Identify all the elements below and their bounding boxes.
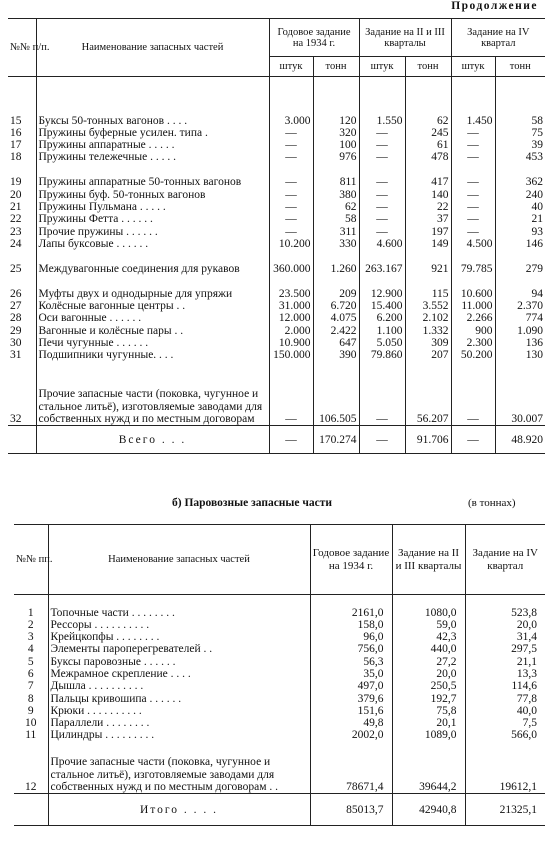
table-row bbox=[14, 705, 545, 717]
year-t: 320 bbox=[313, 127, 359, 139]
q4-t: 21 bbox=[495, 213, 545, 225]
table-row bbox=[8, 300, 545, 312]
row-number: 1 bbox=[27, 606, 34, 619]
part-name: Рессоры . . . . . . . . . . bbox=[48, 619, 310, 631]
part-name: Пружины Пульмана . . . . . bbox=[36, 201, 269, 213]
q4-t: 523,8 bbox=[465, 607, 545, 619]
header-name: Наименование запасных частей bbox=[48, 525, 310, 595]
year-t: 209 bbox=[313, 275, 359, 300]
year-pcs: — bbox=[269, 189, 313, 201]
year-pcs: — bbox=[269, 127, 313, 139]
q4-t: 20,0 bbox=[465, 619, 545, 631]
header-num: №№ пп. bbox=[14, 525, 48, 595]
year-pcs: 31.000 bbox=[269, 300, 313, 312]
q4-t: 2.370 bbox=[495, 300, 545, 312]
row-number: 5 bbox=[27, 655, 34, 668]
total-label: Всего . . . bbox=[36, 426, 269, 454]
q4-pcs: — bbox=[451, 201, 495, 213]
q4-pcs: — bbox=[451, 139, 495, 151]
part-name: Пружины аппаратные 50-тонных вагонов bbox=[36, 164, 269, 189]
table-row bbox=[14, 729, 545, 741]
q4-t: 146 bbox=[495, 238, 545, 250]
header-num: №№ п/п. bbox=[8, 19, 36, 77]
row-number: 29 bbox=[10, 324, 22, 337]
header-name: Наименование запасных частей bbox=[36, 19, 269, 77]
total-c: 21325,1 bbox=[465, 794, 545, 826]
q4-pcs: 2.300 bbox=[451, 337, 495, 349]
year-pcs: 3.000 bbox=[269, 115, 313, 127]
row-number: 8 bbox=[27, 692, 34, 705]
table-row bbox=[8, 115, 545, 127]
q4-t: 58 bbox=[495, 115, 545, 127]
q4-t: 75 bbox=[495, 127, 545, 139]
part-name: Буксы 50-тонных вагонов . . . . bbox=[36, 115, 269, 127]
q23-t: 149 bbox=[405, 238, 451, 250]
part-name: Оси вагонные . . . . . . bbox=[36, 312, 269, 324]
table-row bbox=[8, 349, 545, 361]
year-pcs: — bbox=[269, 226, 313, 238]
q4-pcs: 900 bbox=[451, 325, 495, 337]
q23-pcs: 15.400 bbox=[359, 300, 405, 312]
q4-t: 40,0 bbox=[465, 705, 545, 717]
total-d: 91.706 bbox=[405, 426, 451, 454]
row-number: 24 bbox=[10, 237, 22, 250]
part-name: Колёсные вагонные центры . . bbox=[36, 300, 269, 312]
row-number: 22 bbox=[10, 213, 22, 226]
table-row bbox=[8, 337, 545, 349]
q4-t: 453 bbox=[495, 151, 545, 163]
q23-pcs: — bbox=[359, 226, 405, 238]
part-name: Пружины буф. 50-тонных вагонов bbox=[36, 189, 269, 201]
table-row bbox=[8, 275, 545, 300]
part-name: Лапы буксовые . . . . . . bbox=[36, 238, 269, 250]
q23-t: 20,0 bbox=[392, 668, 465, 680]
part-name: Крюки . . . . . . . . . . bbox=[48, 705, 310, 717]
table-row bbox=[14, 668, 545, 680]
part-name: Крейцкопфы . . . . . . . . bbox=[48, 631, 310, 643]
row-number: 27 bbox=[10, 300, 22, 313]
table-row bbox=[14, 717, 545, 729]
row-number: 10 bbox=[25, 717, 37, 730]
table-row bbox=[8, 325, 545, 337]
q23-t: 22 bbox=[405, 201, 451, 213]
q4-pcs: 79.785 bbox=[451, 250, 495, 275]
q4-t: 774 bbox=[495, 312, 545, 324]
unit-pcs: штук bbox=[451, 57, 495, 77]
row-number: 15 bbox=[10, 114, 22, 127]
q23-pcs: — bbox=[359, 362, 405, 426]
section-b-title: б) Паровозные запасные части bbox=[172, 497, 332, 509]
q23-t: 62 bbox=[405, 115, 451, 127]
q23-pcs: — bbox=[359, 164, 405, 189]
row-number: 20 bbox=[10, 188, 22, 201]
year-t: 976 bbox=[313, 151, 359, 163]
row-number: 6 bbox=[27, 667, 34, 680]
q23-t: 75,8 bbox=[392, 705, 465, 717]
q23-pcs: 4.600 bbox=[359, 238, 405, 250]
q23-pcs: — bbox=[359, 139, 405, 151]
table-row bbox=[8, 226, 545, 238]
total-e: — bbox=[451, 426, 495, 454]
year-t: 2.422 bbox=[313, 325, 359, 337]
q23-t: 27,2 bbox=[392, 656, 465, 668]
year-pcs: 360.000 bbox=[269, 250, 313, 275]
row-number: 9 bbox=[27, 704, 34, 717]
q23-pcs: 79.860 bbox=[359, 349, 405, 361]
header-q4: Задание на IV квартал bbox=[451, 19, 545, 57]
table-row bbox=[8, 213, 545, 225]
row-number: 11 bbox=[25, 729, 37, 742]
year-t: 2161,0 bbox=[310, 607, 392, 619]
row-number: 4 bbox=[27, 643, 34, 656]
q23-pcs: 1.100 bbox=[359, 325, 405, 337]
total-b: 170.274 bbox=[313, 426, 359, 454]
q23-t: 3.552 bbox=[405, 300, 451, 312]
row-number: 12 bbox=[25, 780, 37, 793]
year-t: 158,0 bbox=[310, 619, 392, 631]
total-a: 85013,7 bbox=[310, 794, 392, 826]
q23-t: 478 bbox=[405, 151, 451, 163]
q4-t: 297,5 bbox=[465, 643, 545, 655]
part-name: Элементы пароперегревателей . . bbox=[48, 643, 310, 655]
q23-t: 440,0 bbox=[392, 643, 465, 655]
unit-t: тонн bbox=[313, 57, 359, 77]
row-number: 28 bbox=[10, 312, 22, 325]
q23-t: 309 bbox=[405, 337, 451, 349]
year-t: 390 bbox=[313, 349, 359, 361]
year-pcs: — bbox=[269, 164, 313, 189]
row-number: 30 bbox=[10, 337, 22, 350]
year-t: 380 bbox=[313, 189, 359, 201]
q23-t: 115 bbox=[405, 275, 451, 300]
part-name: Вагонные и колёсные пары . . bbox=[36, 325, 269, 337]
table-row bbox=[14, 742, 545, 794]
q23-t: 56.207 bbox=[405, 362, 451, 426]
table-row bbox=[14, 619, 545, 631]
year-t: 379,6 bbox=[310, 693, 392, 705]
q23-pcs: 1.550 bbox=[359, 115, 405, 127]
unit-pcs: штук bbox=[269, 57, 313, 77]
q4-t: 93 bbox=[495, 226, 545, 238]
q4-pcs: — bbox=[451, 189, 495, 201]
year-t: 756,0 bbox=[310, 643, 392, 655]
year-pcs: — bbox=[269, 151, 313, 163]
table-row bbox=[14, 680, 545, 692]
table-row bbox=[8, 189, 545, 201]
q23-pcs: — bbox=[359, 127, 405, 139]
q23-t: 39644,2 bbox=[392, 742, 465, 794]
q4-t: 566,0 bbox=[465, 729, 545, 741]
header-q23: Задание на II и III кварталы bbox=[392, 525, 465, 595]
q23-t: 59,0 bbox=[392, 619, 465, 631]
row-number: 3 bbox=[27, 631, 34, 644]
year-pcs: 150.000 bbox=[269, 349, 313, 361]
part-name: Топочные части . . . . . . . . bbox=[48, 607, 310, 619]
unit-t: тонн bbox=[495, 57, 545, 77]
part-name: Буксы паровозные . . . . . . bbox=[48, 656, 310, 668]
q4-t: 362 bbox=[495, 164, 545, 189]
q4-pcs: 4.500 bbox=[451, 238, 495, 250]
year-pcs: — bbox=[269, 201, 313, 213]
year-t: 100 bbox=[313, 139, 359, 151]
q23-t: 417 bbox=[405, 164, 451, 189]
row-number: 25 bbox=[10, 262, 22, 275]
locomotive-parts-table bbox=[14, 524, 545, 826]
q4-t: 77,8 bbox=[465, 693, 545, 705]
year-t: 1.260 bbox=[313, 250, 359, 275]
table-row bbox=[14, 607, 545, 619]
year-pcs: 12.000 bbox=[269, 312, 313, 324]
q23-t: 192,7 bbox=[392, 693, 465, 705]
total-b: 42940,8 bbox=[392, 794, 465, 826]
table-row bbox=[8, 201, 545, 213]
q4-t: 240 bbox=[495, 189, 545, 201]
row-number: 26 bbox=[10, 287, 22, 300]
q4-pcs: 50.200 bbox=[451, 349, 495, 361]
part-name: Параллели . . . . . . . . bbox=[48, 717, 310, 729]
part-name: Прочие пружины . . . . . . bbox=[36, 226, 269, 238]
q23-t: 1080,0 bbox=[392, 607, 465, 619]
q4-t: 7,5 bbox=[465, 717, 545, 729]
q4-pcs: — bbox=[451, 164, 495, 189]
q23-pcs: 12.900 bbox=[359, 275, 405, 300]
q4-pcs: — bbox=[451, 213, 495, 225]
year-t: 497,0 bbox=[310, 680, 392, 692]
year-t: 58 bbox=[313, 213, 359, 225]
q23-t: 245 bbox=[405, 127, 451, 139]
part-name: Пружины Фетта . . . . . . bbox=[36, 213, 269, 225]
unit-pcs: штук bbox=[359, 57, 405, 77]
q4-t: 19612,1 bbox=[465, 742, 545, 794]
row-number: 17 bbox=[10, 139, 22, 152]
row-number: 21 bbox=[10, 200, 22, 213]
table-row bbox=[14, 631, 545, 643]
q23-pcs: — bbox=[359, 151, 405, 163]
q4-t: 30.007 bbox=[495, 362, 545, 426]
wagon-parts-table bbox=[8, 18, 545, 454]
year-t: 2002,0 bbox=[310, 729, 392, 741]
header-year: Годовое задание на 1934 г. bbox=[269, 19, 359, 57]
total-row bbox=[14, 794, 545, 826]
q4-t: 31,4 bbox=[465, 631, 545, 643]
row-number: 7 bbox=[27, 680, 34, 693]
q23-t: 140 bbox=[405, 189, 451, 201]
q23-t: 207 bbox=[405, 349, 451, 361]
part-name: Междувагонные соединения для рукавов bbox=[36, 250, 269, 275]
q23-pcs: — bbox=[359, 201, 405, 213]
part-name: Пружины буферные усилен. типа . bbox=[36, 127, 269, 139]
q23-t: 1.332 bbox=[405, 325, 451, 337]
q23-pcs: 5.050 bbox=[359, 337, 405, 349]
year-pcs: 10.200 bbox=[269, 238, 313, 250]
q4-t: 94 bbox=[495, 275, 545, 300]
q23-pcs: 6.200 bbox=[359, 312, 405, 324]
year-t: 330 bbox=[313, 238, 359, 250]
part-name: Межрамное скрепление . . . . bbox=[48, 668, 310, 680]
part-name: Пружины тележечные . . . . . bbox=[36, 151, 269, 163]
q4-t: 114,6 bbox=[465, 680, 545, 692]
header-q23: Задание на II и III кварталы bbox=[359, 19, 451, 57]
year-pcs: — bbox=[269, 139, 313, 151]
part-name: Муфты двух и однодырные для упряжи bbox=[36, 275, 269, 300]
table-row bbox=[8, 238, 545, 250]
total-row bbox=[8, 426, 545, 454]
header-q4: Задание на IV квартал bbox=[465, 525, 545, 595]
table-row bbox=[14, 656, 545, 668]
year-t: 78671,4 bbox=[310, 742, 392, 794]
q4-t: 13,3 bbox=[465, 668, 545, 680]
q4-pcs: — bbox=[451, 362, 495, 426]
row-number: 31 bbox=[10, 349, 22, 362]
q23-t: 37 bbox=[405, 213, 451, 225]
header-year: Годовое задание на 1934 г. bbox=[310, 525, 392, 595]
continuation-label: Продолжение bbox=[451, 0, 538, 12]
q4-t: 39 bbox=[495, 139, 545, 151]
q4-pcs: 2.266 bbox=[451, 312, 495, 324]
year-t: 4.075 bbox=[313, 312, 359, 324]
year-t: 647 bbox=[313, 337, 359, 349]
q4-pcs: — bbox=[451, 127, 495, 139]
year-t: 62 bbox=[313, 201, 359, 213]
q4-pcs: 11.000 bbox=[451, 300, 495, 312]
total-a: — bbox=[269, 426, 313, 454]
year-pcs: — bbox=[269, 213, 313, 225]
total-f: 48.920 bbox=[495, 426, 545, 454]
part-name: Дышла . . . . . . . . . . bbox=[48, 680, 310, 692]
row-number: 19 bbox=[10, 176, 22, 189]
row-number bbox=[8, 426, 36, 454]
row-number: 2 bbox=[27, 618, 34, 631]
q4-t: 1.090 bbox=[495, 325, 545, 337]
row-number: 23 bbox=[10, 225, 22, 238]
year-t: 35,0 bbox=[310, 668, 392, 680]
year-t: 96,0 bbox=[310, 631, 392, 643]
year-pcs: 10.900 bbox=[269, 337, 313, 349]
table-row bbox=[14, 643, 545, 655]
year-t: 106.505 bbox=[313, 362, 359, 426]
table-row bbox=[8, 312, 545, 324]
q4-pcs: — bbox=[451, 226, 495, 238]
row-number bbox=[14, 794, 48, 826]
q23-t: 197 bbox=[405, 226, 451, 238]
year-t: 151,6 bbox=[310, 705, 392, 717]
year-pcs: 23.500 bbox=[269, 275, 313, 300]
q23-t: 250,5 bbox=[392, 680, 465, 692]
q4-t: 21,1 bbox=[465, 656, 545, 668]
q23-t: 921 bbox=[405, 250, 451, 275]
table-row bbox=[8, 139, 545, 151]
q4-t: 136 bbox=[495, 337, 545, 349]
table-row bbox=[8, 127, 545, 139]
year-t: 49,8 bbox=[310, 717, 392, 729]
q23-pcs: — bbox=[359, 213, 405, 225]
year-t: 6.720 bbox=[313, 300, 359, 312]
q23-t: 61 bbox=[405, 139, 451, 151]
row-number: 16 bbox=[10, 126, 22, 139]
year-pcs: — bbox=[269, 362, 313, 426]
q23-t: 20,1 bbox=[392, 717, 465, 729]
year-pcs: 2.000 bbox=[269, 325, 313, 337]
row-number: 32 bbox=[10, 412, 22, 425]
q4-pcs: 1.450 bbox=[451, 115, 495, 127]
table-row bbox=[8, 250, 545, 275]
total-c: — bbox=[359, 426, 405, 454]
total-label: Итого . . . . bbox=[48, 794, 310, 826]
q23-t: 1089,0 bbox=[392, 729, 465, 741]
section-b-unit: (в тоннах) bbox=[468, 497, 516, 509]
part-name: Цилиндры . . . . . . . . . bbox=[48, 729, 310, 741]
q4-pcs: — bbox=[451, 151, 495, 163]
q23-pcs: 263.167 bbox=[359, 250, 405, 275]
year-t: 311 bbox=[313, 226, 359, 238]
part-name: Пальцы кривошипа . . . . . . bbox=[48, 693, 310, 705]
year-t: 120 bbox=[313, 115, 359, 127]
q4-pcs: 10.600 bbox=[451, 275, 495, 300]
q4-t: 279 bbox=[495, 250, 545, 275]
q23-pcs: — bbox=[359, 189, 405, 201]
q4-t: 130 bbox=[495, 349, 545, 361]
part-name: Печи чугунные . . . . . . bbox=[36, 337, 269, 349]
year-t: 56,3 bbox=[310, 656, 392, 668]
part-name: Прочие запасные части (поковка, чугунное и стальное литьё), изготовляемые заводами для собственных нужд и по местным договорам bbox=[36, 362, 269, 426]
part-name: Подшипники чугунные. . . . bbox=[36, 349, 269, 361]
table-row bbox=[8, 151, 545, 163]
q23-t: 42,3 bbox=[392, 631, 465, 643]
unit-t: тонн bbox=[405, 57, 451, 77]
part-name: Пружины аппаратные . . . . . bbox=[36, 139, 269, 151]
table-row bbox=[8, 362, 545, 426]
q23-t: 2.102 bbox=[405, 312, 451, 324]
part-name: Прочие запасные части (поковка, чугунное и стальное литьё), изготовляемые заводами для собственных нужд и по местным договорам . . bbox=[48, 742, 310, 794]
row-number: 18 bbox=[10, 151, 22, 164]
table-row bbox=[8, 164, 545, 189]
table-row bbox=[14, 693, 545, 705]
year-t: 811 bbox=[313, 164, 359, 189]
q4-t: 40 bbox=[495, 201, 545, 213]
